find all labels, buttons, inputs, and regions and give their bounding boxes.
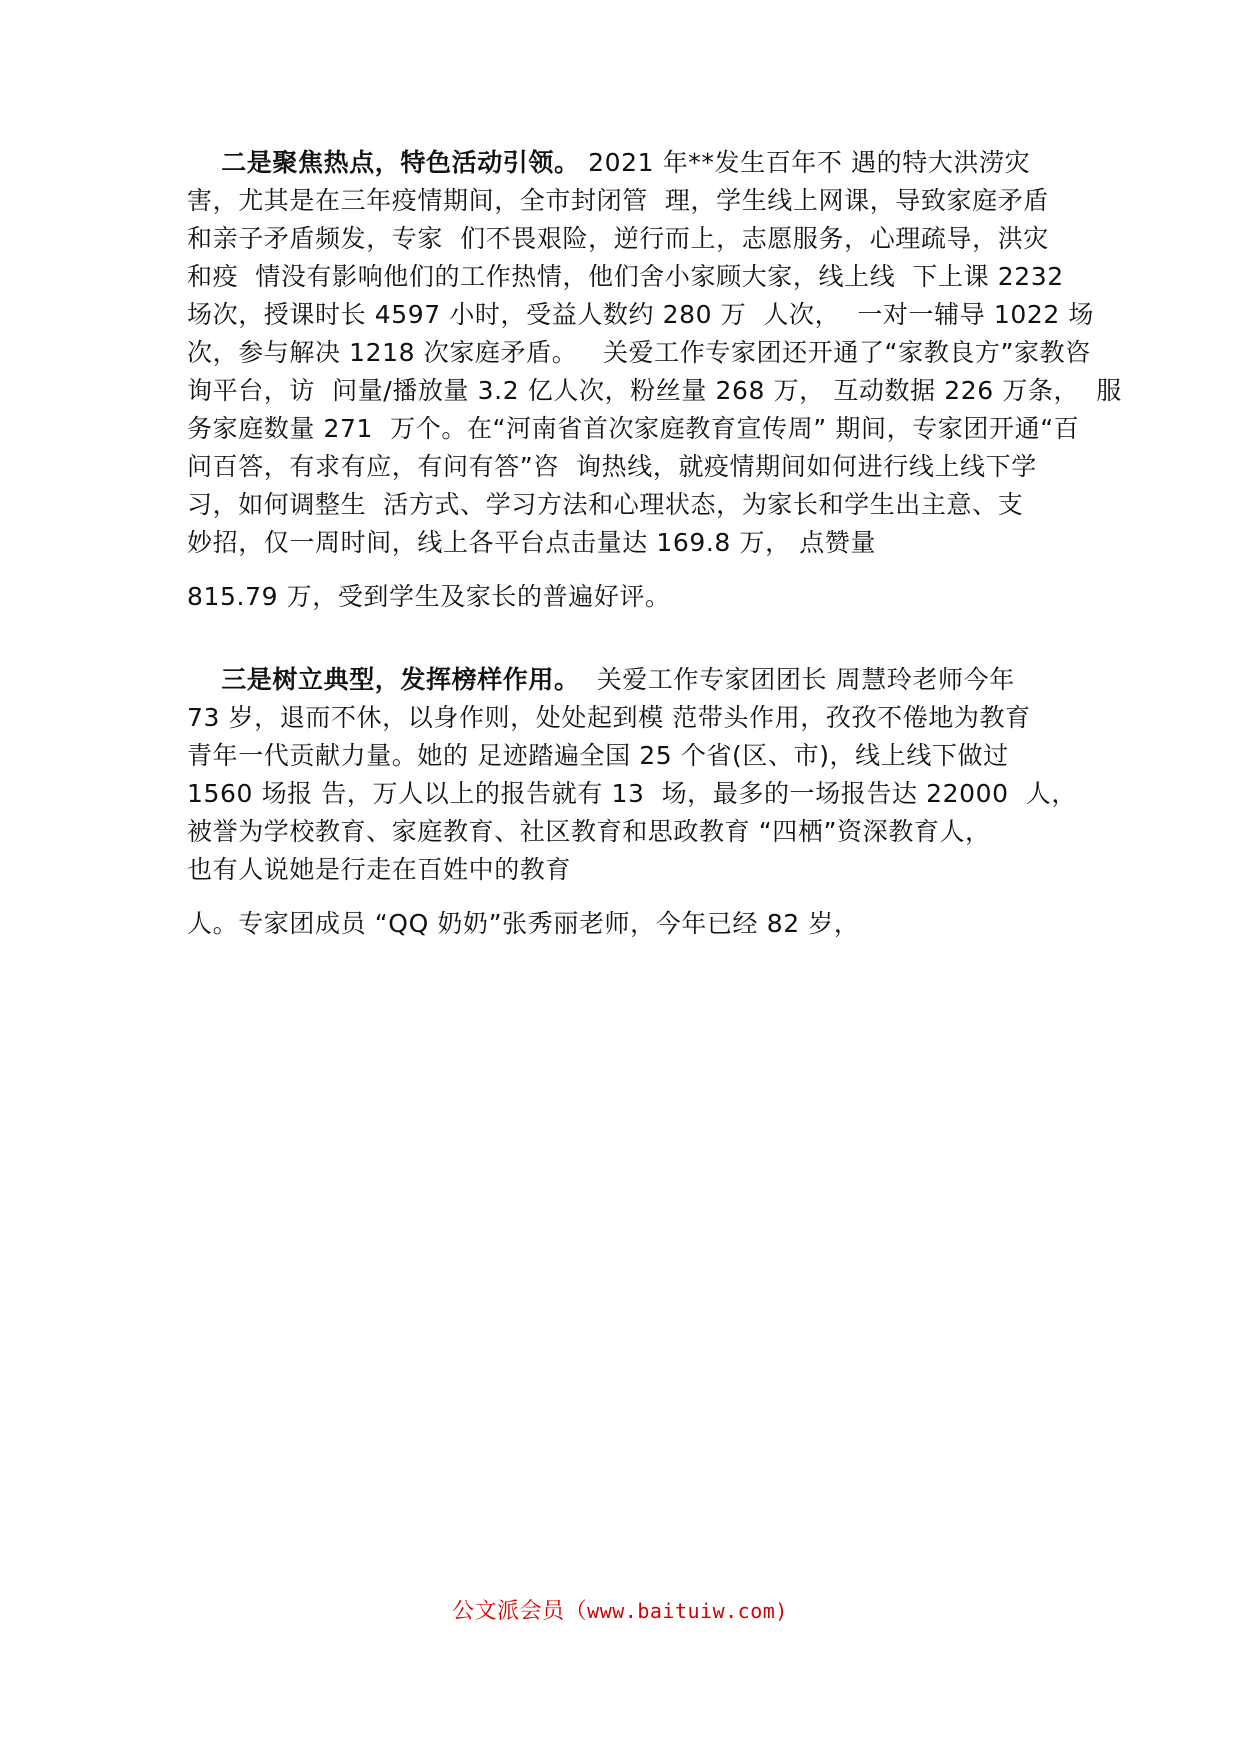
paragraph2-line-3: 青年一代贡献力量。她的 足迹踏遍全国 25 个省(区、市)，线上线下做过 [187, 741, 1009, 770]
paragraph1-line-7: 询平台，访 问量/播放量 3.2 亿人次，粉丝量 268 万， 互动数据 226 万条， 服 [187, 376, 1122, 405]
paragraph1-line-10: 习，如何调整生 活方式、学习方法和心理状态，为家长和学生出主意、支 [187, 490, 1024, 519]
paragraph1-line-8: 务家庭数量 271 万个。在“河南省首次家庭教育宣传周” 期间，专家团开通“百 [187, 414, 1080, 443]
paragraph1-tail: 815.79 万，受到学生及家长的普遍好评。 [187, 582, 671, 611]
paragraph2-lead: 三是树立典型，发挥榜样作用。 [221, 665, 580, 694]
footer-url: www.baituiw.com) [587, 1599, 788, 1623]
paragraph1-line-3: 和亲子矛盾频发，专家 们不畏艰险，逆行而上，志愿服务，心理疏导，洪灾 [187, 224, 1049, 253]
paragraph1-line-4: 和疫 情没有影响他们的工作热情，他们舍小家顾大家，线上线 下上课 2232 [187, 262, 1064, 291]
paragraph2-line-1 [187, 663, 1067, 697]
paragraph2-line-6: 也有人说她是行走在百姓中的教育 [187, 855, 572, 884]
paragraph1-line-1 [187, 146, 1067, 180]
paragraph2-line1-rest: 关爱工作专家团团长 周慧玲老师今年 [579, 665, 1015, 694]
paragraph1-line-5: 场次，授课时长 4597 小时，受益人数约 280 万 人次， 一对一辅导 1022 场 [187, 300, 1095, 329]
footer-watermark [0, 1594, 1240, 1625]
paragraph2-line-2: 73 岁，退而不休，以身作则，处处起到模 范带头作用，孜孜不倦地为教育 [187, 703, 1031, 732]
footer-label: 公文派会员（ [452, 1599, 588, 1624]
paragraph1-line-2: 害，尤其是在三年疫情期间，全市封闭管 理，学生线上网课，导致家庭矛盾 [187, 186, 1049, 215]
paragraph2-tail: 人。专家团成员 “QQ 奶奶”张秀丽老师，今年已经 82 岁， [187, 909, 860, 938]
paragraph1-line-11: 妙招，仅一周时间，线上各平台点击量达 169.8 万， 点赞量 [187, 528, 877, 557]
paragraph2-line-4: 1560 场报 告，万人以上的报告就有 13 场，最多的一场报告达 22000 人， [187, 779, 1077, 808]
paragraph1-line-9: 问百答，有求有应，有问有答”咨 询热线，就疫情期间如何进行线上线下学 [187, 452, 1037, 481]
paragraph1-lead: 二是聚焦热点，特色活动引领。 [221, 148, 580, 177]
paragraph1-line1-rest: 2021 年**发生百年不 遇的特大洪涝灾 [579, 148, 1031, 177]
paragraph1-line-6: 次，参与解决 1218 次家庭矛盾。 关爱工作专家团还开通了“家教良方”家教咨 [187, 338, 1091, 367]
paragraph2-line-5: 被誉为学校教育、家庭教育、社区教育和思政教育 “四栖”资深教育人， [187, 817, 991, 846]
